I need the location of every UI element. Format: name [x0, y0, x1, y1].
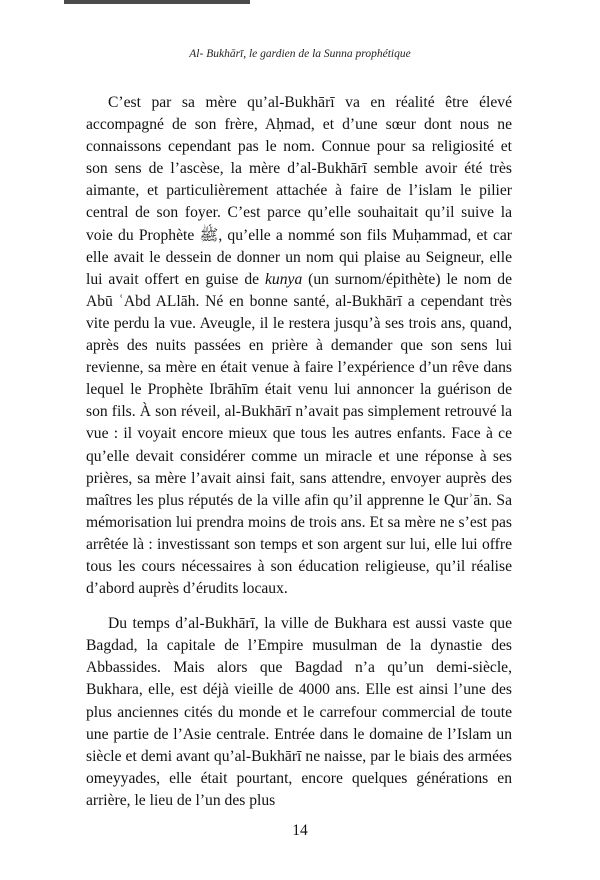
page-number: 14 — [292, 822, 308, 839]
running-head: Al- Bukhārī, le gardien de la Sunna prophétique — [189, 48, 411, 60]
top-decorative-rule — [64, 0, 250, 4]
paragraph-1-italic-term: kunya — [265, 270, 303, 288]
paragraph-1-text-b: (un surnom/épithète) le nom de Abū ʿAbd ALlāh. Né en bonne santé, al-Bukhārī a cependant très vite perdu la vue. Aveugle, il le restera jusqu’à ses trois ans, quand, après des nuits passées en prière à demander que son sens lui revienne, sa mère en était venue à faire l’expérience d’un rêve dans lequel le Prophète Ibrāhīm était venu lui annoncer la guérison de son fils. À son réveil, al-Bukhārī n’avait pas simplement retrouvé la vue : il voyait encore mieux que tous les autres enfants. Face à ce qu’elle devait considérer comme un miracle et une réponse à ses prières, sa mère l’avait ainsi fait, sans attendre, envoyer auprès des maîtres les plus réputés de la ville afin qu’il apprenne le Qurʾān. Sa mémorisation lui prendra moins de trois ans. Et sa mère ne s’est pas arrêtée là : investissant son temps et son argent sur lui, elle lui offre tous les cours nécessaires à son éducation religieuse, qu’il réalise d’abord auprès d’érudits locaux. — [86, 270, 513, 598]
paragraph-2: Du temps d’al-Bukhārī, la ville de Bukhara est aussi vaste que Bagdad, la capitale de l’Empire musulman de la dynastie des Abbassides. Mais alors que Bagdad n’a qu’un demi-siècle, Bukhara, elle, est déjà vieille de 4000 ans. Elle est ainsi l’une des plus anciennes cités du monde et le carrefour commercial de toute une partie de l’Asie centrale. Entrée dans le domaine de l’Islam un siècle et demi avant qu’al-Bukhārī ne naisse, par le biais des armées omeyyades, elle était pourtant, encore quelques générations en arrière, le lieu de l’un des plus — [86, 615, 512, 809]
paragraph-1 — [86, 92, 512, 600]
paragraph-1-text-a: C’est par sa mère qu’al-Bukhārī va en réalité être élevé accompagné de son frère, Aḥmad, et d’une sœur dont nous ne connaissons cependant pas le nom. Connue pour sa religiosité et son sens de l’ascèse, la mère d’al-Bukhārī semble avoir été très aimante, et particulièrement attachée à faire de l’islam le pilier central de son foyer. C’est parce qu’elle souhaitait qu’il suive la voie du Prophète ﷺ, qu’elle a nommé son fils Muḥammad, et car elle avait le dessein de donner un nom qui plaise au Seigneur, elle lui avait offert en guise de — [86, 94, 512, 288]
body-text — [86, 92, 512, 812]
